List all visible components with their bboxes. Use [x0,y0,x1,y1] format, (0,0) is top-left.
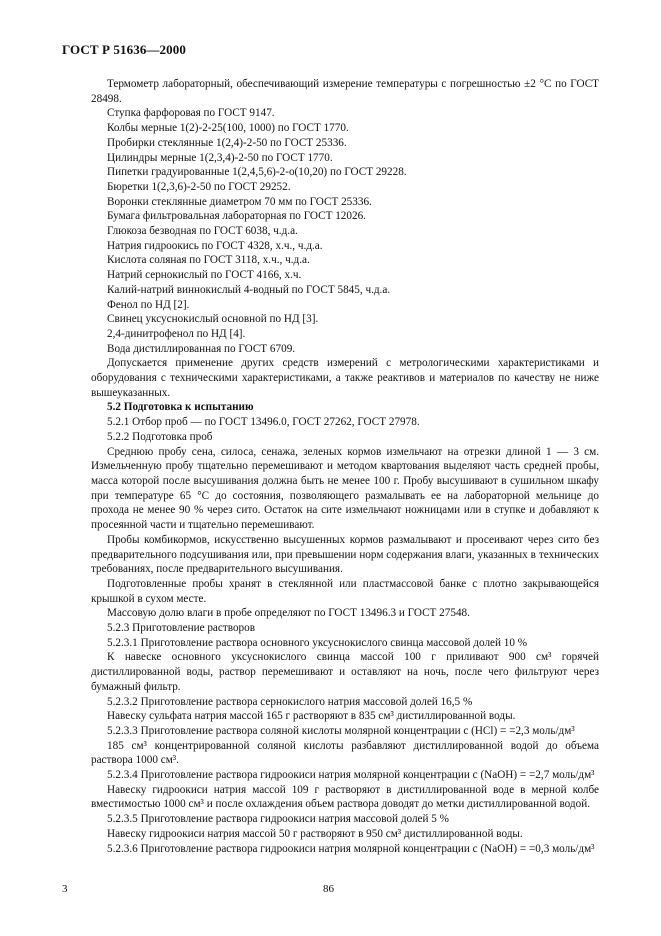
text-paragraph: Навеску гидроокиси натрия массой 109 г растворяют в дистиллированной воде в мерной колбе вместимостью 1000 см³ и после охлаждения объем раствора доводят до метки дистиллированной водой. [91,783,599,811]
text-paragraph: Пробирки стеклянные 1(2,4)-2-50 по ГОСТ 25336. [107,136,347,149]
text-paragraph: Бумага фильтровальная лабораторная по ГОСТ 12026. [107,210,366,223]
text-paragraph: Воронки стеклянные диаметром 70 мм по ГОСТ 25336. [107,195,372,208]
text-paragraph: Калий-натрий виннокислый 4-водный по ГОСТ 5845, ч.д.а. [107,283,391,296]
text-paragraph: Пробы комбикормов, искусственно высушенных кормов размалывают и просеивают через сито без предварительного подсушивания или, при превышении норм содержания влаги, указанных в технических требованиях, после предварительного высушивания. [91,533,599,576]
section-heading: 5.2 Подготовка к испытанию [107,401,254,414]
text-paragraph: Колбы мерные 1(2)-2-25(100, 1000) по ГОСТ 1770. [107,122,349,135]
text-paragraph: Натрий сернокислый по ГОСТ 4166, х.ч. [107,269,302,282]
text-paragraph: 5.2.3.5 Приготовление раствора гидроокиси натрия массовой долей 5 % [107,813,449,826]
text-paragraph: 5.2.3.1 Приготовление раствора основного уксуснокислого свинца массовой долей 10 % [107,636,528,649]
text-paragraph: Кислота соляная по ГОСТ 3118, х.ч., ч.д.а. [107,254,310,267]
text-paragraph: Натрия гидроокись по ГОСТ 4328, х.ч., ч.д.а. [107,239,323,252]
text-paragraph: 5.2.3.4 Приготовление раствора гидроокиси натрия молярной концентрации c (NaOH) = =2,7 моль/дм³ [107,769,595,782]
text-paragraph: Среднюю пробу сена, силоса, сенажа, зеленых кормов измельчают на отрезки длиной 1 — 3 см. Измельченную пробу тщательно перемешивают и методом квартования выделяют часть средней пробы, масса которой после высушивания должна быть не менее 100 г. Пробу высушивают в сушильном шкафу при температуре 65 °С до состояния, позволяющего размалывать ее на лабораторной мельнице до прохода не менее 90 % через сито. Остаток на сите измельчают ножницами или в ступке и добавляют к просеянной части и тщательно перемешивают. [91,445,599,532]
text-paragraph: 5.2.3.3 Приготовление раствора соляной кислоты молярной концентрации c (HCl) = =2,3 моль/дм³ [107,724,575,737]
text-paragraph: Глюкоза безводная по ГОСТ 6038, ч.д.а. [107,225,298,238]
text-paragraph: Навеску гидроокиси натрия массой 50 г растворяют в 950 см³ дистиллированной воды. [107,827,523,840]
text-paragraph: 5.2.3 Приготовление растворов [107,622,256,635]
page-number: 86 [323,883,334,895]
text-paragraph: Свинец уксуснокислый основной по НД [3]. [107,313,319,326]
document-body [91,77,599,856]
text-paragraph: Допускается применение других средств измерений с метрологическими характеристиками и оборудования с техническими характеристиками, а также реактивов и материалов по качеству не ниже вышеуказанных. [91,357,599,399]
text-paragraph: Цилиндры мерные 1(2,3,4)-2-50 по ГОСТ 1770. [107,151,333,164]
text-paragraph: Ступка фарфоровая по ГОСТ 9147. [107,107,275,120]
text-paragraph: К навеске основного уксуснокислого свинца массой 100 г приливают 900 см³ горячей дистиллированной воды, раствор перемешивают и оставляют на ночь, после чего фильтруют через бумажный фильтр. [91,651,599,693]
text-paragraph: Подготовленные пробы хранят в стеклянной или пластмассовой банке с плотно закрывающейся крышкой в сухом месте. [91,577,599,605]
text-paragraph: Массовую долю влаги в пробе определяют по ГОСТ 13496.3 и ГОСТ 27548. [107,607,470,620]
page-section-number: 3 [62,883,68,895]
text-paragraph: 5.2.3.6 Приготовление раствора гидроокиси натрия молярной концентрации c (NaOH) = =0,3 моль/дм³ [107,842,595,855]
text-paragraph: 5.2.3.2 Приготовление раствора сернокислого натрия массовой долей 16,5 % [107,695,473,708]
document-header: ГОСТ Р 51636—2000 [62,42,186,57]
text-paragraph: 5.2.1 Отбор проб — по ГОСТ 13496.0, ГОСТ 27262, ГОСТ 27978. [107,416,420,429]
text-paragraph: 185 см³ концентрированной соляной кислоты разбавляют дистиллированной водой до объема раствора 1000 см³. [91,739,599,767]
text-paragraph: Термометр лабораторный, обеспечивающий измерение температуры с погрешностью ±2 °С по ГОСТ 28498. [91,78,599,105]
text-paragraph: Вода дистиллированная по ГОСТ 6709. [107,342,296,355]
text-paragraph: Фенол по НД [2]. [107,298,190,311]
text-paragraph: Навеску сульфата натрия массой 165 г растворяют в 835 см³ дистиллированной воды. [107,710,516,723]
text-paragraph: Бюретки 1(2,3,6)-2-50 по ГОСТ 29252. [107,180,291,193]
text-paragraph: 2,4-динитрофенол по НД [4]. [107,327,246,340]
text-paragraph: Пипетки градуированные 1(2,4,5,6)-2-о(10,20) по ГОСТ 29228. [107,166,407,179]
text-paragraph: 5.2.2 Подготовка проб [107,430,213,443]
